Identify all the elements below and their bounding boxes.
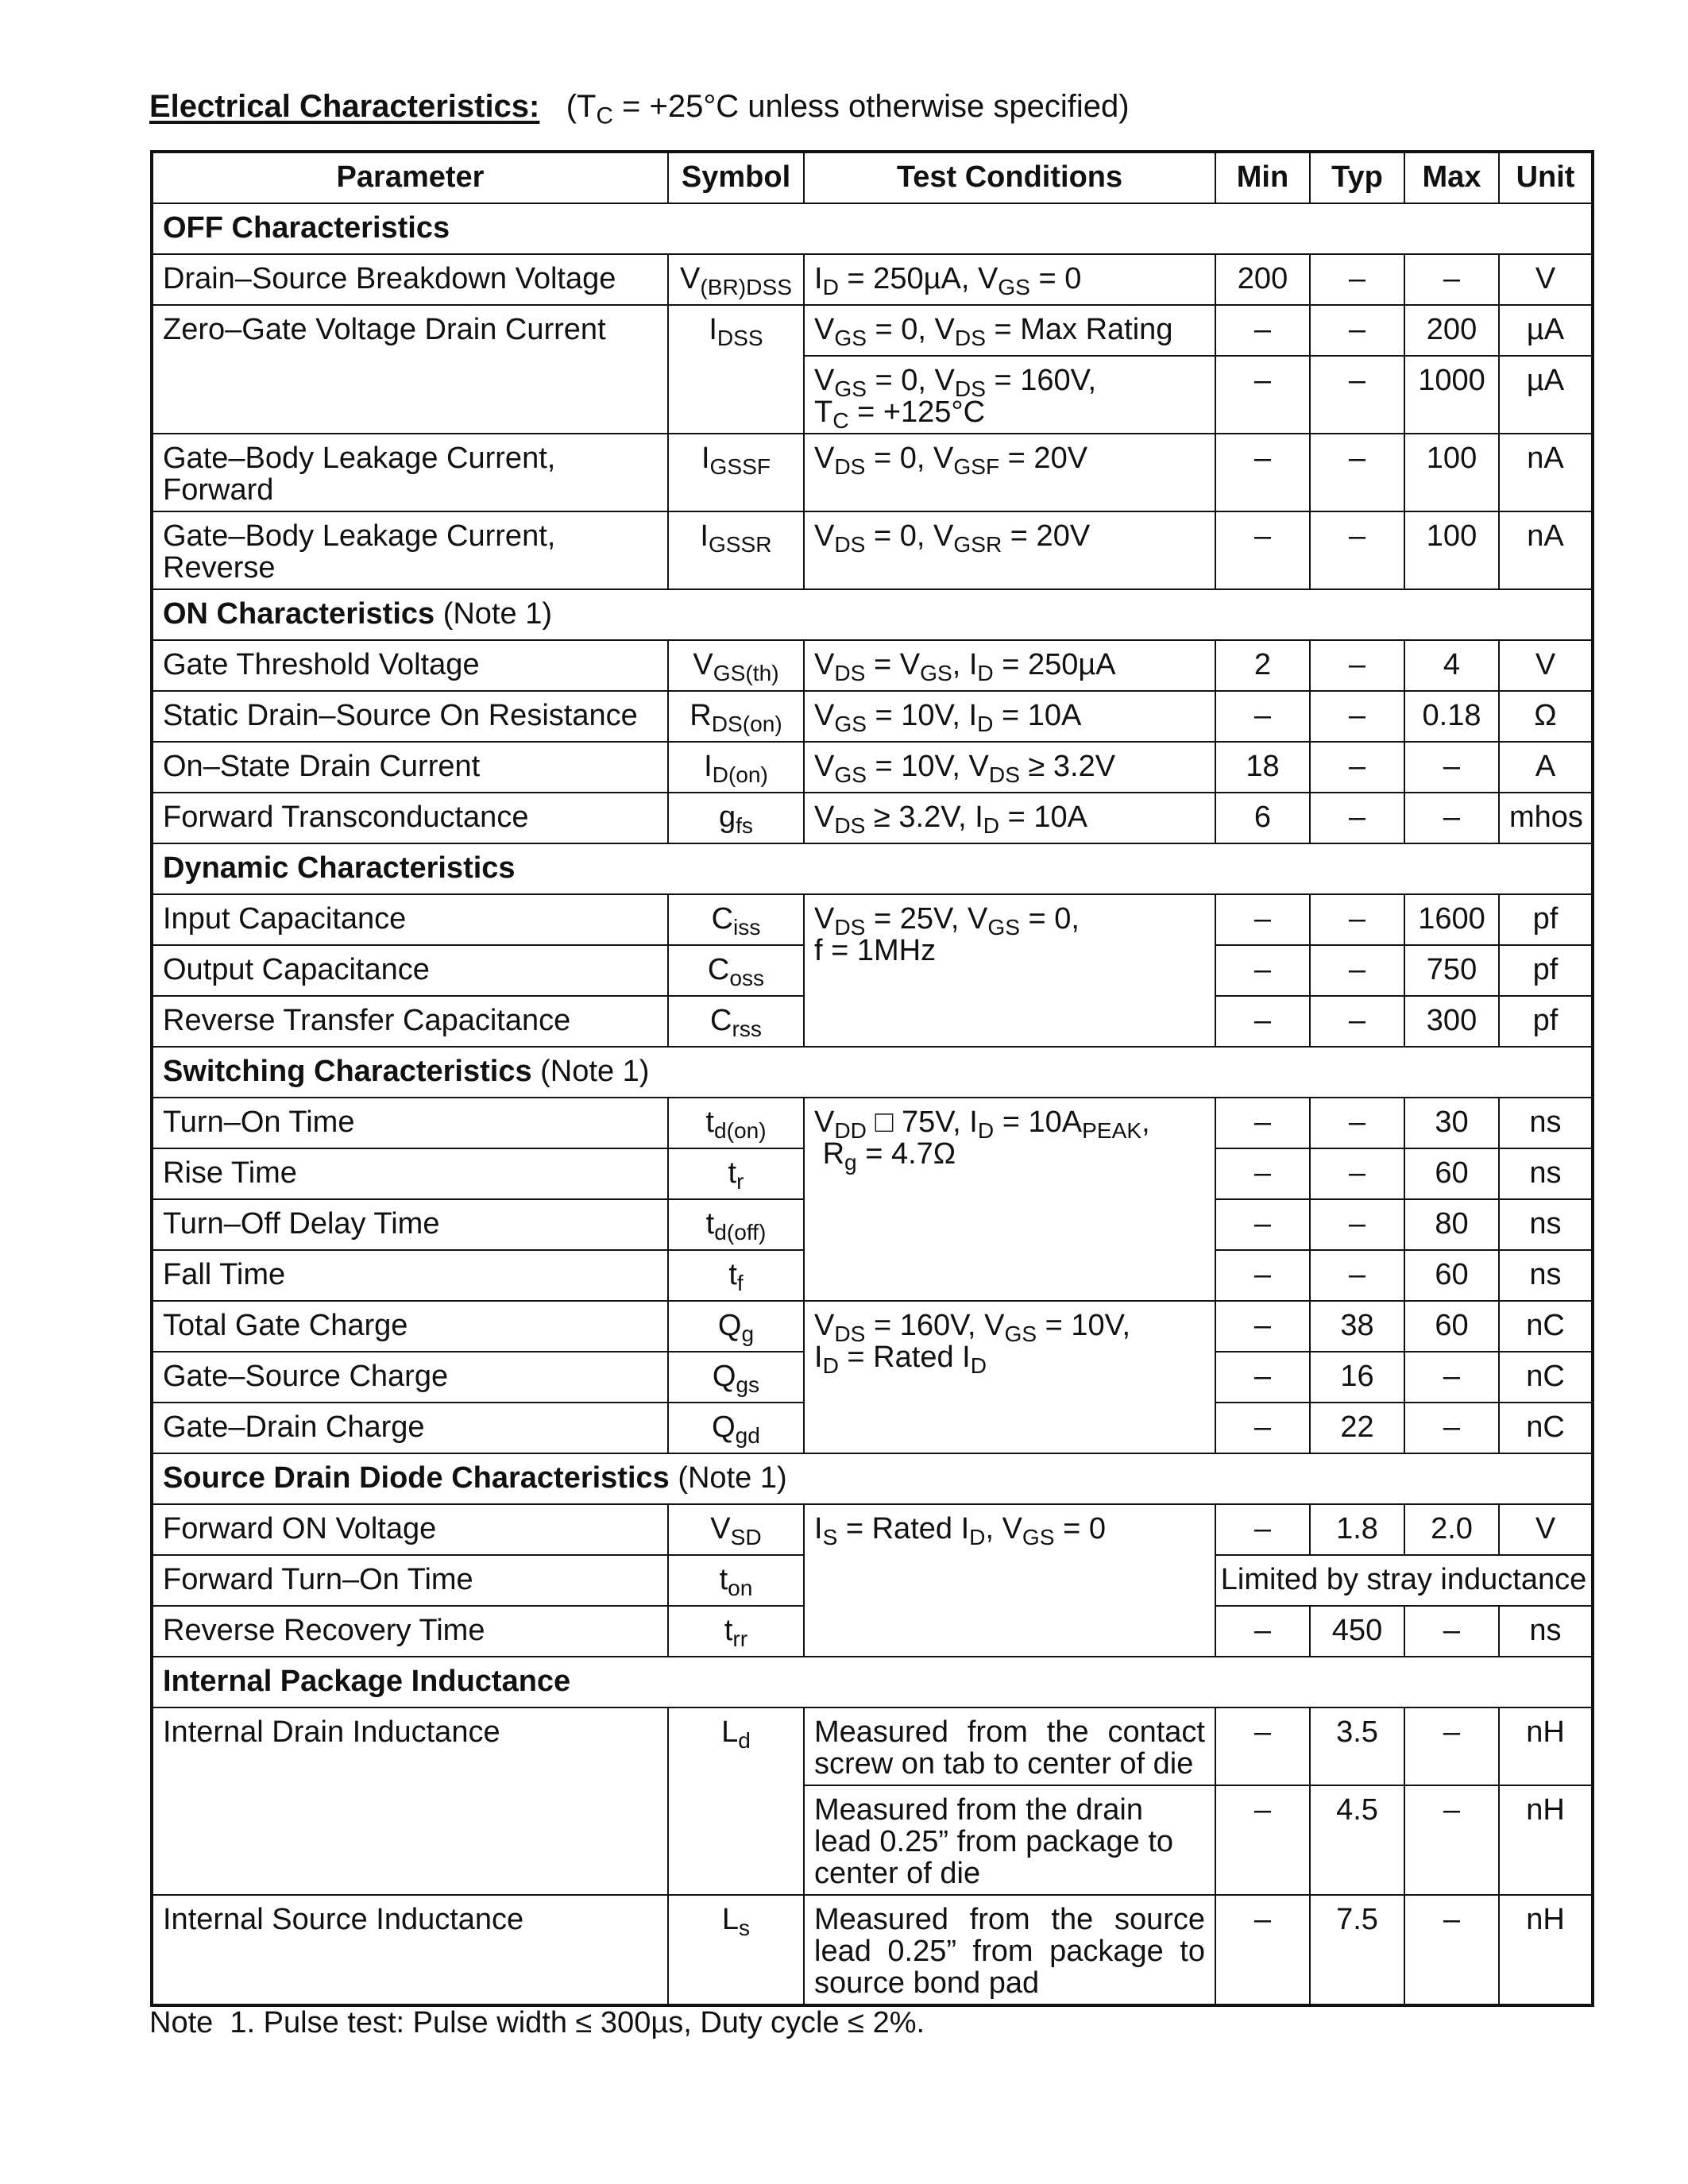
param-cell: Drain–Source Breakdown Voltage <box>152 254 668 305</box>
section-row <box>152 1453 1593 1504</box>
condition-cell: $I_D = 250\mu A$, $V_{GS} = 0$ <box>804 254 1215 305</box>
min-cell: 18 <box>1215 742 1310 793</box>
param-cell: Reverse Transfer Capacitance <box>152 996 668 1047</box>
param-cell: Gate–Body Leakage Current, Reverse <box>152 511 668 589</box>
footnote <box>149 2006 925 2040</box>
condition-cell: $V_{DS} = 160V$, $V_{GS} = 10V$, $I_D$ = Rated $I_D$ <box>804 1301 1215 1453</box>
max-cell: 750 <box>1404 945 1499 996</box>
typ-cell: 22 <box>1310 1403 1404 1453</box>
typ-cell: – <box>1310 945 1404 996</box>
param-cell: On–State Drain Current <box>152 742 668 793</box>
condition-cell: Measured from the contact screw on tab to center of die <box>804 1707 1215 1785</box>
unit-cell: A <box>1499 742 1593 793</box>
symbol-cell: $g_{fs}$ <box>668 793 804 843</box>
section-inductance: Internal Package Inductance <box>152 1657 1593 1707</box>
table-row <box>152 1098 1593 1148</box>
col-max: Max <box>1404 152 1499 203</box>
section-row <box>152 843 1593 894</box>
max-cell: 200 <box>1404 305 1499 356</box>
condition-cell: $V_{DS} = V_{GS}$, $I_D = 250\mu A$ <box>804 640 1215 691</box>
col-min: Min <box>1215 152 1310 203</box>
table-row <box>152 254 1593 305</box>
condition-cell: $V_{DS} = 25V$, $V_{GS} = 0$, f = 1MHz <box>804 894 1215 1047</box>
min-cell: – <box>1215 1301 1310 1352</box>
typ-cell: – <box>1310 254 1404 305</box>
min-cell: – <box>1215 1250 1310 1301</box>
table-row <box>152 305 1593 356</box>
symbol-cell: $t_f$ <box>668 1250 804 1301</box>
section-row <box>152 1657 1593 1707</box>
symbol-cell: $V_{GS(th)}$ <box>668 640 804 691</box>
param-cell: Gate–Body Leakage Current, Forward <box>152 434 668 511</box>
max-cell: – <box>1404 1352 1499 1403</box>
param-cell: Total Gate Charge <box>152 1301 668 1352</box>
unit-cell: nH <box>1499 1707 1593 1785</box>
max-cell: 2.0 <box>1404 1504 1499 1555</box>
min-cell: – <box>1215 894 1310 945</box>
symbol-cell: $t_r$ <box>668 1148 804 1199</box>
condition-cell: $V_{DD}$ □ 75V, $I_D = 10A_{PEAK}$, $R_g = 4.7\Omega$ <box>804 1098 1215 1301</box>
typ-cell: – <box>1310 793 1404 843</box>
col-typ: Typ <box>1310 152 1404 203</box>
min-cell: – <box>1215 1352 1310 1403</box>
max-cell: – <box>1404 1606 1499 1657</box>
col-symbol: Symbol <box>668 152 804 203</box>
symbol-cell: $Q_g$ <box>668 1301 804 1352</box>
unit-cell: ns <box>1499 1199 1593 1250</box>
max-cell: – <box>1404 742 1499 793</box>
symbol-cell: $C_{rss}$ <box>668 996 804 1047</box>
min-cell: – <box>1215 1098 1310 1148</box>
param-cell: Forward ON Voltage <box>152 1504 668 1555</box>
typ-cell: – <box>1310 1250 1404 1301</box>
min-cell: – <box>1215 996 1310 1047</box>
table-row <box>152 793 1593 843</box>
param-cell: Output Capacitance <box>152 945 668 996</box>
symbol-cell: $R_{DS(on)}$ <box>668 691 804 742</box>
param-cell: Reverse Recovery Time <box>152 1606 668 1657</box>
col-test-conditions: Test Conditions <box>804 152 1215 203</box>
condition-cell: $V_{DS} \ge 3.2V$, $I_D = 10A$ <box>804 793 1215 843</box>
section-switching: Switching Characteristics (Note 1) <box>152 1047 1593 1098</box>
symbol-cell: $I_{GSSF}$ <box>668 434 804 511</box>
footnote-text: 1. Pulse test: Pulse width ≤ 300µs, Duty cycle ≤ 2%. <box>230 2006 925 2039</box>
section-row <box>152 589 1593 640</box>
param-cell: Gate–Source Charge <box>152 1352 668 1403</box>
symbol-cell: $I_{GSSR}$ <box>668 511 804 589</box>
min-cell: – <box>1215 511 1310 589</box>
unit-cell: nC <box>1499 1352 1593 1403</box>
min-cell: – <box>1215 945 1310 996</box>
condition-cell: $V_{GS} = 10V$, $V_{DS} \ge 3.2V$ <box>804 742 1215 793</box>
min-cell: – <box>1215 356 1310 434</box>
symbol-cell: $I_{D(on)}$ <box>668 742 804 793</box>
symbol-cell: $I_{DSS}$ <box>668 305 804 434</box>
max-cell: – <box>1404 1707 1499 1785</box>
unit-cell: nC <box>1499 1403 1593 1453</box>
typ-cell: 16 <box>1310 1352 1404 1403</box>
min-cell: – <box>1215 1148 1310 1199</box>
section-dynamic: Dynamic Characteristics <box>152 843 1593 894</box>
condition-cell: $V_{DS} = 0$, $V_{GSR} = 20V$ <box>804 511 1215 589</box>
unit-cell: nH <box>1499 1895 1593 2005</box>
unit-cell: nA <box>1499 434 1593 511</box>
min-cell: – <box>1215 1504 1310 1555</box>
param-cell: Forward Transconductance <box>152 793 668 843</box>
min-cell: – <box>1215 305 1310 356</box>
section-row <box>152 1047 1593 1098</box>
table-header-row <box>152 152 1593 203</box>
symbol-cell: $Q_{gs}$ <box>668 1352 804 1403</box>
unit-cell: V <box>1499 1504 1593 1555</box>
unit-cell: ns <box>1499 1148 1593 1199</box>
symbol-cell: $L_s$ <box>668 1895 804 2005</box>
section-on: ON Characteristics (Note 1) <box>152 589 1593 640</box>
typ-cell: – <box>1310 434 1404 511</box>
limited-cell: Limited by stray inductance <box>1215 1555 1593 1606</box>
max-cell: 100 <box>1404 434 1499 511</box>
min-cell: – <box>1215 1895 1310 2005</box>
typ-cell: 38 <box>1310 1301 1404 1352</box>
table-row <box>152 742 1593 793</box>
symbol-cell: $t_{d(on)}$ <box>668 1098 804 1148</box>
table-row <box>152 1707 1593 1785</box>
typ-cell: – <box>1310 1148 1404 1199</box>
max-cell: 60 <box>1404 1301 1499 1352</box>
max-cell: 60 <box>1404 1148 1499 1199</box>
unit-cell: V <box>1499 254 1593 305</box>
max-cell: 1000 <box>1404 356 1499 434</box>
typ-cell: – <box>1310 691 1404 742</box>
unit-cell: pf <box>1499 894 1593 945</box>
param-cell: Fall Time <box>152 1250 668 1301</box>
condition-cell: $V_{GS} = 0$, $V_{DS}$ = Max Rating <box>804 305 1215 356</box>
max-cell: – <box>1404 1785 1499 1895</box>
min-cell: 2 <box>1215 640 1310 691</box>
typ-cell: 7.5 <box>1310 1895 1404 2005</box>
unit-cell: V <box>1499 640 1593 691</box>
max-cell: 60 <box>1404 1250 1499 1301</box>
condition-cell: $I_S$ = Rated $I_D$, $V_{GS} = 0$ <box>804 1504 1215 1657</box>
heading-title: Electrical Characteristics: <box>149 89 540 124</box>
table-row <box>152 1504 1593 1555</box>
unit-cell: mhos <box>1499 793 1593 843</box>
unit-cell: ns <box>1499 1606 1593 1657</box>
condition-cell: $V_{GS} = 0$, $V_{DS} = 160V$, $T_C = +125^\circ C$ <box>804 356 1215 434</box>
min-cell: 200 <box>1215 254 1310 305</box>
section-heading <box>149 89 1130 129</box>
min-cell: 6 <box>1215 793 1310 843</box>
max-cell: 300 <box>1404 996 1499 1047</box>
max-cell: – <box>1404 793 1499 843</box>
electrical-characteristics-table <box>150 150 1594 2007</box>
symbol-cell: $L_d$ <box>668 1707 804 1895</box>
symbol-cell: $t_{d(off)}$ <box>668 1199 804 1250</box>
typ-cell: 3.5 <box>1310 1707 1404 1785</box>
param-cell: Rise Time <box>152 1148 668 1199</box>
unit-cell: nA <box>1499 511 1593 589</box>
param-cell: Static Drain–Source On Resistance <box>152 691 668 742</box>
typ-cell: – <box>1310 894 1404 945</box>
unit-cell: pf <box>1499 945 1593 996</box>
unit-cell: ns <box>1499 1250 1593 1301</box>
param-cell: Turn–Off Delay Time <box>152 1199 668 1250</box>
section-off: OFF Characteristics <box>152 203 1593 254</box>
condition-cell: Measured from the drain lead 0.25” from package to center of die <box>804 1785 1215 1895</box>
symbol-cell: $Q_{gd}$ <box>668 1403 804 1453</box>
symbol-cell: $C_{iss}$ <box>668 894 804 945</box>
section-diode: Source Drain Diode Characteristics (Note 1) <box>152 1453 1593 1504</box>
symbol-cell: $t_{on}$ <box>668 1555 804 1606</box>
param-cell: Forward Turn–On Time <box>152 1555 668 1606</box>
min-cell: – <box>1215 1403 1310 1453</box>
min-cell: – <box>1215 1606 1310 1657</box>
typ-cell: – <box>1310 305 1404 356</box>
table-row <box>152 1895 1593 2005</box>
table-row <box>152 640 1593 691</box>
table-row <box>152 1301 1593 1352</box>
symbol-cell: $V_{SD}$ <box>668 1504 804 1555</box>
param-cell: Gate Threshold Voltage <box>152 640 668 691</box>
unit-cell: nH <box>1499 1785 1593 1895</box>
col-unit: Unit <box>1499 152 1593 203</box>
table-row <box>152 691 1593 742</box>
min-cell: – <box>1215 1707 1310 1785</box>
unit-cell: µA <box>1499 305 1593 356</box>
param-cell: Input Capacitance <box>152 894 668 945</box>
typ-cell: 4.5 <box>1310 1785 1404 1895</box>
table-row <box>152 894 1593 945</box>
param-cell: Zero–Gate Voltage Drain Current <box>152 305 668 434</box>
unit-cell: ns <box>1499 1098 1593 1148</box>
typ-cell: 450 <box>1310 1606 1404 1657</box>
max-cell: 30 <box>1404 1098 1499 1148</box>
col-parameter: Parameter <box>152 152 668 203</box>
symbol-cell: $V_{(BR)DSS}$ <box>668 254 804 305</box>
max-cell: 0.18 <box>1404 691 1499 742</box>
min-cell: – <box>1215 434 1310 511</box>
typ-cell: – <box>1310 742 1404 793</box>
heading-conditions: ($T_C = +25^\circ C$ unless otherwise specified) <box>566 89 1130 129</box>
max-cell: 80 <box>1404 1199 1499 1250</box>
max-cell: – <box>1404 1895 1499 2005</box>
min-cell: – <box>1215 1199 1310 1250</box>
min-cell: – <box>1215 691 1310 742</box>
condition-cell: $V_{DS} = 0$, $V_{GSF} = 20V$ <box>804 434 1215 511</box>
min-cell: – <box>1215 1785 1310 1895</box>
max-cell: 100 <box>1404 511 1499 589</box>
unit-cell: Ω <box>1499 691 1593 742</box>
typ-cell: – <box>1310 1098 1404 1148</box>
condition-cell: $V_{GS} = 10V$, $I_D = 10A$ <box>804 691 1215 742</box>
footnote-label: Note <box>149 2006 214 2039</box>
max-cell: – <box>1404 1403 1499 1453</box>
param-cell: Internal Drain Inductance <box>152 1707 668 1895</box>
unit-cell: pf <box>1499 996 1593 1047</box>
table-row <box>152 434 1593 511</box>
param-cell: Turn–On Time <box>152 1098 668 1148</box>
condition-cell: Measured from the source lead 0.25” from package to source bond pad <box>804 1895 1215 2005</box>
max-cell: 4 <box>1404 640 1499 691</box>
typ-cell: 1.8 <box>1310 1504 1404 1555</box>
param-cell: Internal Source Inductance <box>152 1895 668 2005</box>
param-cell: Gate–Drain Charge <box>152 1403 668 1453</box>
typ-cell: – <box>1310 511 1404 589</box>
symbol-cell: $t_{rr}$ <box>668 1606 804 1657</box>
symbol-cell: $C_{oss}$ <box>668 945 804 996</box>
typ-cell: – <box>1310 356 1404 434</box>
typ-cell: – <box>1310 640 1404 691</box>
table-row <box>152 511 1593 589</box>
typ-cell: – <box>1310 996 1404 1047</box>
square-glyph: □ <box>875 1106 894 1139</box>
max-cell: – <box>1404 254 1499 305</box>
section-row <box>152 203 1593 254</box>
max-cell: 1600 <box>1404 894 1499 945</box>
unit-cell: µA <box>1499 356 1593 434</box>
unit-cell: nC <box>1499 1301 1593 1352</box>
typ-cell: – <box>1310 1199 1404 1250</box>
